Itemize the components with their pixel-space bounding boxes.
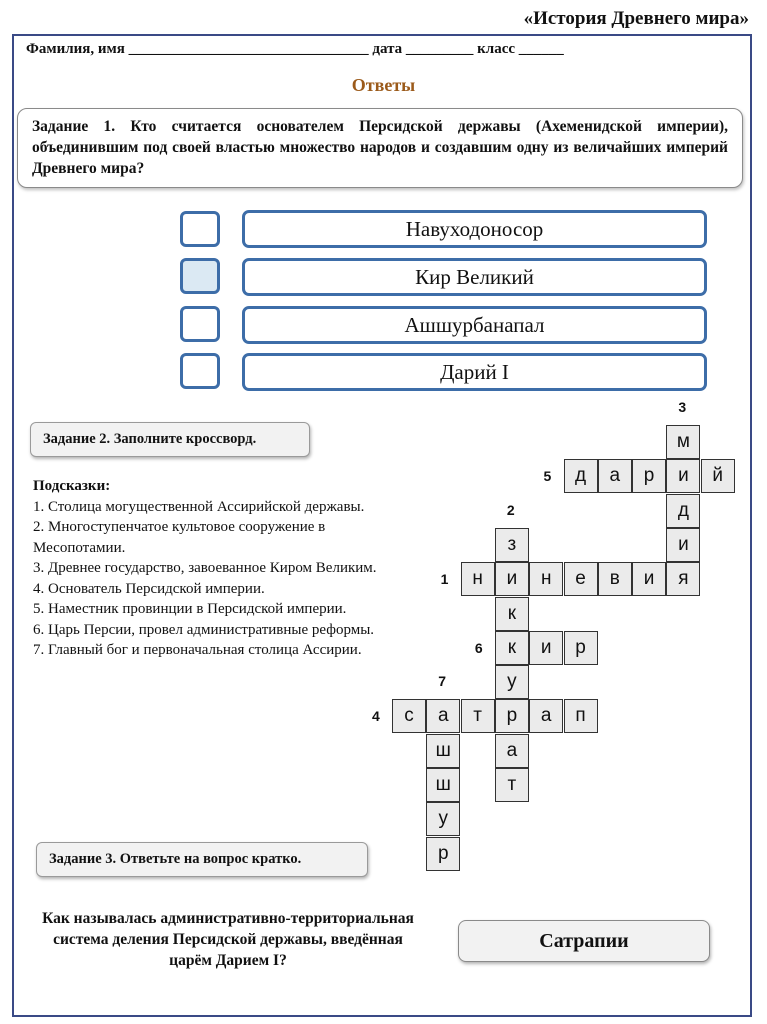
- hint-4: 4. Основатель Персидской империи.: [33, 580, 265, 597]
- crossword-cell[interactable]: ш: [426, 734, 460, 768]
- crossword-cell[interactable]: в: [598, 562, 632, 596]
- task3-answer: Сатрапии: [458, 920, 710, 962]
- hint-7: 7. Главный бог и первоначальная столица Ассирии.: [33, 642, 362, 658]
- crossword-cell[interactable]: и: [495, 562, 529, 596]
- crossword-cell[interactable]: и: [666, 528, 700, 562]
- task2-title: Задание 2. Заполните кроссворд.: [30, 422, 310, 457]
- name-date-class-line: Фамилия, имя ________________________________ дата _________ класс ______: [26, 41, 564, 57]
- hint-6: 6. Царь Персии, провел административные реформы.: [33, 621, 375, 638]
- crossword-cell[interactable]: з: [495, 528, 529, 562]
- option-3[interactable]: Ашшурбанапал: [242, 306, 707, 344]
- option-checkbox-1[interactable]: [180, 211, 220, 247]
- option-checkbox-4[interactable]: [180, 353, 220, 389]
- crossword-cell[interactable]: а: [426, 699, 460, 733]
- crossword-cell[interactable]: п: [564, 699, 598, 733]
- task3-question: Как называлась административно-территориальная система деления Персидской державы, введённая царём Дарием I?: [42, 910, 414, 969]
- hint-5: 5. Наместник провинции в Персидской империи.: [33, 601, 347, 617]
- crossword-cell[interactable]: т: [461, 699, 495, 733]
- task1-question: Задание 1. Кто считается основателем Персидской державы (Ахеменидской империи), объединившим под своей властью множество народов и создавшим одну из величайших империй Древнего мира?: [17, 108, 743, 188]
- crossword-cell[interactable]: ш: [426, 768, 460, 802]
- hint-2: 2. Многоступенчатое культовое сооружение в Месопотамии.: [33, 519, 326, 556]
- crossword-cell[interactable]: а: [495, 734, 529, 768]
- crossword-cell[interactable]: й: [701, 459, 735, 493]
- option-4[interactable]: Дарий I: [242, 353, 707, 391]
- hint-3: 3. Древнее государство, завоеванное Киром Великим.: [33, 560, 377, 576]
- crossword-number-3: 3: [678, 398, 687, 415]
- crossword-cell[interactable]: к: [495, 631, 529, 665]
- crossword-cell[interactable]: р: [426, 837, 460, 871]
- crossword-cell[interactable]: с: [392, 699, 426, 733]
- task3-title: Задание 3. Ответьте на вопрос кратко.: [36, 842, 368, 877]
- crossword-cell[interactable]: а: [529, 699, 563, 733]
- hints-block: [33, 476, 378, 661]
- crossword-cell[interactable]: н: [461, 562, 495, 596]
- option-checkbox-3[interactable]: [180, 306, 220, 342]
- crossword-number-1: 1: [440, 571, 449, 588]
- crossword-cell[interactable]: т: [495, 768, 529, 802]
- option-2[interactable]: Кир Великий: [242, 258, 707, 296]
- crossword-cell[interactable]: и: [529, 631, 563, 665]
- crossword-cell[interactable]: я: [666, 562, 700, 596]
- crossword-cell[interactable]: у: [495, 665, 529, 699]
- crossword-number-7: 7: [438, 673, 447, 690]
- crossword-number-4: 4: [372, 708, 380, 725]
- crossword-cell[interactable]: и: [666, 459, 700, 493]
- crossword-cell[interactable]: к: [495, 597, 529, 631]
- crossword-number-2: 2: [506, 501, 515, 518]
- crossword-cell[interactable]: и: [632, 562, 666, 596]
- crossword-cell[interactable]: р: [564, 631, 598, 665]
- option-1[interactable]: Навуходоносор: [242, 210, 707, 248]
- crossword-cell[interactable]: р: [632, 459, 666, 493]
- option-checkbox-2[interactable]: [180, 258, 220, 294]
- crossword-number-5: 5: [543, 468, 552, 485]
- crossword-cell[interactable]: у: [426, 802, 460, 836]
- answers-title: Ответы: [351, 75, 416, 95]
- crossword-cell[interactable]: д: [666, 494, 700, 528]
- hints-title: Подсказки:: [33, 478, 111, 494]
- crossword-number-6: 6: [474, 639, 483, 656]
- crossword-cell[interactable]: н: [529, 562, 563, 596]
- crossword-cell[interactable]: а: [598, 459, 632, 493]
- crossword-cell[interactable]: е: [564, 562, 598, 596]
- crossword-cell[interactable]: д: [564, 459, 598, 493]
- crossword-cell[interactable]: р: [495, 699, 529, 733]
- hint-1: 1. Столица могущественной Ассирийской державы.: [33, 498, 365, 515]
- subject-title: «История Древнего мира»: [523, 8, 749, 29]
- crossword-cell[interactable]: м: [666, 425, 700, 459]
